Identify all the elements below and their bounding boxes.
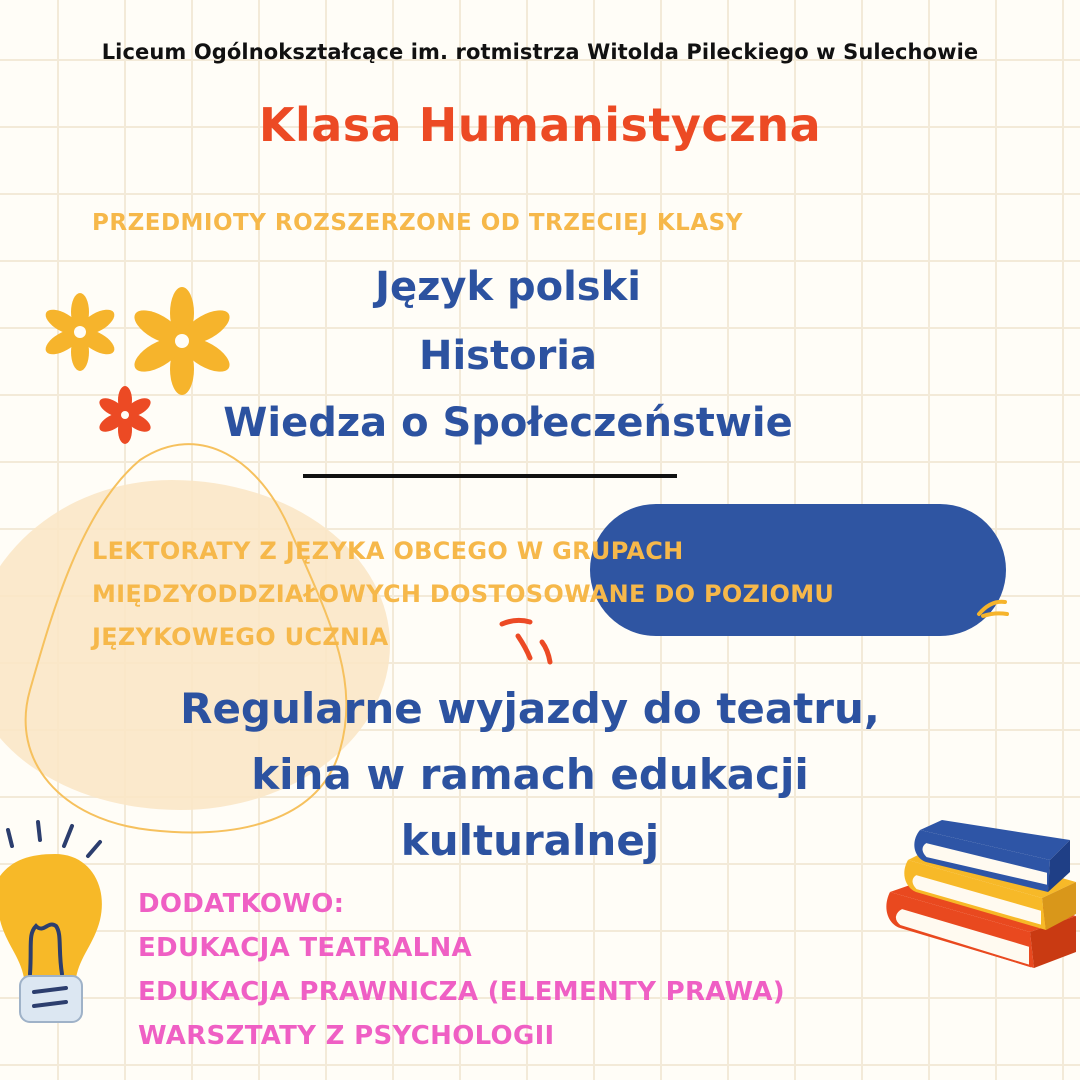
divider-line: [303, 474, 677, 478]
class-title: Klasa Humanistyczna: [258, 98, 822, 152]
subject-item: Język polski: [375, 264, 641, 310]
extras-item: WARSZTATY Z PSYCHOLOGII: [138, 1021, 555, 1051]
school-name: Liceum Ogólnokształcące im. rotmistrza Witolda Pileckiego w Sulechowie: [101, 40, 979, 64]
trips-text: [0, 676, 1060, 874]
extras-item: EDUKACJA PRAWNICZA (ELEMENTY PRAWA): [138, 977, 785, 1007]
extras-list: [138, 882, 785, 1058]
subject-item: Historia: [418, 333, 598, 379]
language-courses-line: MIĘDZYODDZIAŁOWYCH DOSTOSOWANE DO POZIOMU: [92, 580, 835, 608]
subject-item: Wiedza o Społeczeństwie: [223, 400, 793, 446]
language-courses-text: [92, 530, 834, 659]
language-courses-line: JĘZYKOWEGO UCZNIA: [92, 623, 389, 651]
trips-line: kulturalnej: [400, 816, 660, 865]
trips-line: Regularne wyjazdy do teatru,: [180, 684, 880, 733]
extras-item: EDUKACJA TEATRALNA: [138, 933, 472, 963]
sparkle-icon: [975, 596, 1011, 620]
extended-subjects-heading: PRZEDMIOTY ROZSZERZONE OD TRZECIEJ KLASY: [92, 210, 743, 236]
trips-line: kina w ramach edukacji: [251, 750, 809, 799]
language-courses-line: LEKTORATY Z JĘZYKA OBCEGO W GRUPACH: [92, 537, 684, 565]
extras-heading: DODATKOWO:: [138, 889, 345, 919]
